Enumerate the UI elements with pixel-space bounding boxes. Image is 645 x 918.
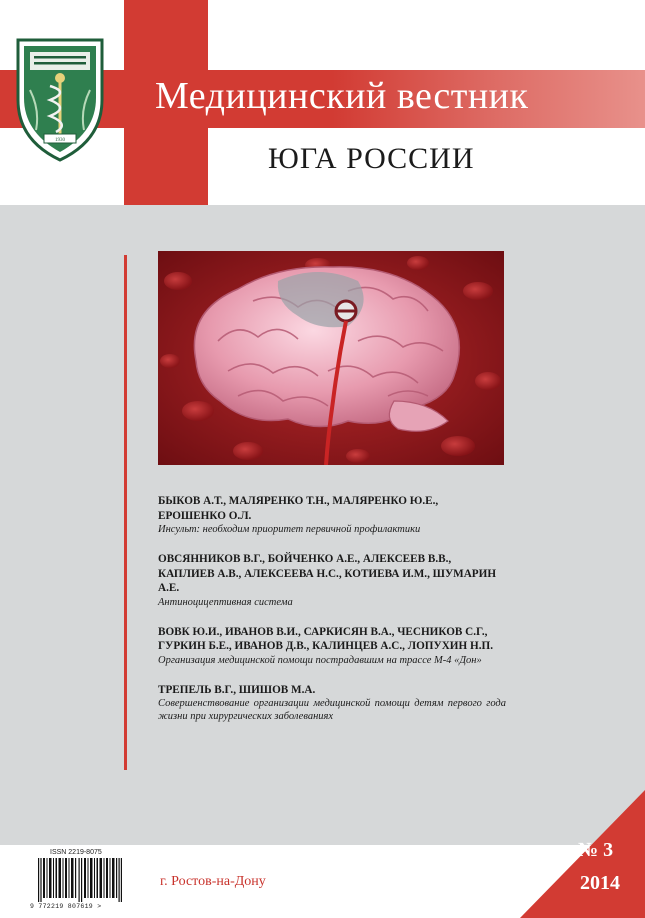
article-list [158, 494, 506, 739]
article-title: Организация медицинской помощи пострадавшим на трассе М-4 «Дон» [158, 654, 482, 666]
list-item[interactable] [158, 494, 506, 536]
issue-number: № 3 [578, 839, 614, 861]
journal-subtitle: ЮГА РОССИИ [268, 142, 475, 175]
barcode-number: 9 772219 807619 > [30, 903, 102, 910]
article-authors: ТРЕПЕЛЬ В.Г., ШИШОВ М.А. [158, 683, 316, 696]
list-item[interactable] [158, 625, 506, 667]
red-vertical-rule [124, 255, 127, 770]
list-item[interactable] [158, 552, 506, 609]
barcode-icon [38, 858, 122, 902]
publication-city: г. Ростов-на-Дону [160, 874, 266, 889]
article-title: Совершенствование организации медицинской помощи детям первого года жизни при хирургических заболеваниях [158, 698, 506, 722]
university-emblem-icon [10, 30, 110, 165]
article-title: Антиноцицептивная система [158, 596, 293, 608]
article-title: Инсульт: необходим приоритет первичной профилактики [158, 524, 421, 535]
list-item[interactable] [158, 683, 506, 724]
issue-year: 2014 [580, 872, 620, 894]
issn-label: ISSN 2219-8075 [50, 849, 102, 856]
journal-title: Медицинский вестник [155, 75, 529, 117]
article-authors: ВОВК Ю.И., ИВАНОВ В.И., САРКИСЯН В.А., ЧЕСНИКОВ С.Г., ГУРКИН Б.Е., ИВАНОВ Д.В., КАЛИНЦЕВ А.С., ЛОПУХИН Н.П. [158, 625, 493, 652]
article-authors: БЫКОВ А.Т., МАЛЯРЕНКО Т.Н., МАЛЯРЕНКО Ю.Е., ЕРОШЕНКО О.Л. [158, 495, 439, 522]
svg-text:1930: 1930 [55, 138, 65, 143]
article-authors: ОВСЯННИКОВ В.Г., БОЙЧЕНКО А.Е., АЛЕКСЕЕВ В.В., КАПЛИЕВ А.В., АЛЕКСЕЕВА Н.С., КОТИЕВА И.М., ШУМАРИН А.Е. [158, 553, 497, 594]
brain-illustration [158, 251, 504, 465]
